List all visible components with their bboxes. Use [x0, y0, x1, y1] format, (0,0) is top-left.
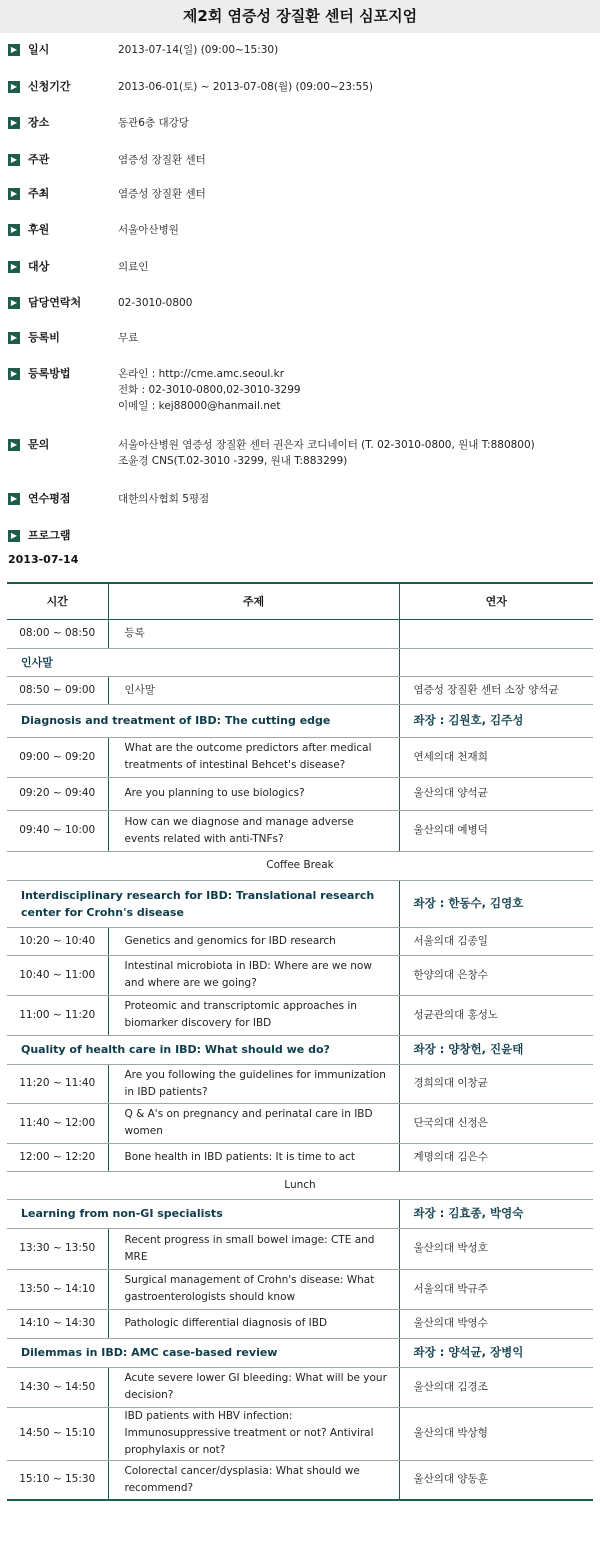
session-time: 09:00 ~ 09:20	[7, 737, 108, 777]
info-label	[8, 186, 49, 202]
session-speaker: 경희의대 이창균	[399, 1064, 593, 1103]
info-label	[8, 152, 49, 168]
section-header-row	[7, 1035, 593, 1064]
schedule-row	[7, 1103, 593, 1143]
session-time: 11:00 ~ 11:20	[7, 995, 108, 1035]
session-topic: How can we diagnose and manage adverse events related with anti-TNFs?	[108, 810, 399, 851]
section-header-row	[7, 648, 593, 676]
session-time: 09:40 ~ 10:00	[7, 810, 108, 851]
page-title: 제2회 염증성 장질환 센터 심포지엄	[0, 0, 600, 33]
session-time: 10:20 ~ 10:40	[7, 927, 108, 955]
session-time: 14:50 ~ 15:10	[7, 1407, 108, 1460]
session-time: 08:50 ~ 09:00	[7, 676, 108, 704]
session-time: 09:20 ~ 09:40	[7, 777, 108, 810]
schedule-row	[7, 1309, 593, 1338]
session-topic: Intestinal microbiota in IBD: Where are we now and where are we going?	[108, 955, 399, 995]
section-title: Interdisciplinary research for IBD: Translational research center for Crohn's disease	[7, 880, 399, 927]
info-label	[8, 222, 49, 238]
session-topic: Recent progress in small bowel image: CTE and MRE	[108, 1228, 399, 1269]
session-topic: Pathologic differential diagnosis of IBD	[108, 1309, 399, 1338]
info-value	[118, 366, 301, 414]
session-topic: 등록	[108, 619, 399, 648]
session-topic: Surgical management of Crohn's disease: What gastroenterologists should know	[108, 1269, 399, 1309]
arrow-bullet-icon: ▶	[8, 297, 20, 309]
session-speaker: 울산의대 박성호	[399, 1228, 593, 1269]
schedule-row	[7, 1143, 593, 1171]
section-chair	[399, 648, 593, 676]
session-time: 11:20 ~ 11:40	[7, 1064, 108, 1103]
session-speaker: 연세의대 천재희	[399, 737, 593, 777]
info-value	[118, 115, 189, 131]
session-speaker: 울산의대 김경조	[399, 1367, 593, 1407]
schedule-row	[7, 777, 593, 810]
info-label-text: 등록방법	[28, 367, 71, 380]
session-speaker: 계명의대 김은수	[399, 1143, 593, 1171]
session-topic: Proteomic and transcriptomic approaches in biomarker discovery for IBD	[108, 995, 399, 1035]
schedule-row	[7, 619, 593, 648]
session-topic: IBD patients with HBV infection: Immunosuppressive treatment or not? Antiviral prophylaxis or not?	[108, 1407, 399, 1460]
section-chair: 좌장 : 김효종, 박영숙	[399, 1199, 593, 1228]
info-label	[8, 491, 71, 507]
info-label	[8, 295, 81, 311]
section-header-row	[7, 880, 593, 927]
arrow-bullet-icon: ▶	[8, 493, 20, 505]
session-topic: 인사말	[108, 676, 399, 704]
session-topic: Are you following the guidelines for immunization in IBD patients?	[108, 1064, 399, 1103]
arrow-bullet-icon: ▶	[8, 117, 20, 129]
session-speaker: 울산의대 양동훈	[399, 1460, 593, 1500]
arrow-bullet-icon: ▶	[8, 368, 20, 380]
header-speaker: 연자	[399, 583, 593, 619]
info-value-line: 대한의사협회 5평점	[118, 493, 210, 505]
session-speaker: 울산의대 양석균	[399, 777, 593, 810]
info-value	[118, 186, 206, 202]
info-value-line: 무료	[118, 332, 139, 344]
info-value	[118, 491, 209, 507]
arrow-bullet-icon: ▶	[8, 44, 20, 56]
schedule-row	[7, 676, 593, 704]
section-chair: 좌장 : 김원호, 김주성	[399, 704, 593, 737]
info-label-text: 신청기간	[28, 80, 71, 93]
info-label	[8, 330, 60, 346]
info-value-line: 동관6층 대강당	[118, 117, 189, 129]
info-value-line: 염증성 장질환 센터	[118, 154, 206, 166]
schedule-row	[7, 1228, 593, 1269]
schedule-row	[7, 1367, 593, 1407]
info-value-line: 염증성 장질환 센터	[118, 188, 206, 200]
info-value-line: 전화 : 02-3010-0800,02-3010-3299	[118, 384, 301, 396]
schedule-table	[7, 582, 593, 1501]
info-label-text: 프로그램	[28, 529, 71, 542]
schedule-row	[7, 1407, 593, 1460]
table-header-row	[7, 583, 593, 619]
arrow-bullet-icon: ▶	[8, 530, 20, 542]
session-speaker: 울산의대 예병덕	[399, 810, 593, 851]
info-label-text: 장소	[28, 116, 50, 129]
info-label-text: 일시	[28, 43, 50, 56]
info-label-text: 주최	[28, 187, 50, 200]
info-value-line: 의료인	[118, 261, 149, 273]
session-topic: Are you planning to use biologics?	[108, 777, 399, 810]
section-chair: 좌장 : 양석균, 장병익	[399, 1338, 593, 1367]
break-label: Coffee Break	[7, 851, 593, 880]
session-time: 15:10 ~ 15:30	[7, 1460, 108, 1500]
info-label-text: 담당연락처	[28, 296, 82, 309]
info-value-line: 2013-07-14(일) (09:00~15:30)	[118, 44, 279, 56]
info-label	[8, 42, 49, 58]
info-label-text: 등록비	[28, 331, 60, 344]
session-speaker: 성균관의대 홍성노	[399, 995, 593, 1035]
info-label	[8, 79, 71, 95]
info-value	[118, 295, 192, 311]
program-date: 2013-07-14	[8, 553, 79, 566]
section-title: Learning from non-GI specialists	[7, 1199, 399, 1228]
session-topic: Bone health in IBD patients: It is time to act	[108, 1143, 399, 1171]
info-value	[118, 79, 373, 95]
arrow-bullet-icon: ▶	[8, 224, 20, 236]
info-label	[8, 366, 71, 382]
section-title: Diagnosis and treatment of IBD: The cutting edge	[7, 704, 399, 737]
session-speaker: 한양의대 은창수	[399, 955, 593, 995]
session-speaker: 울산의대 박상형	[399, 1407, 593, 1460]
session-topic: Colorectal cancer/dysplasia: What should we recommend?	[108, 1460, 399, 1500]
session-time: 13:50 ~ 14:10	[7, 1269, 108, 1309]
section-header-row	[7, 704, 593, 737]
schedule-row	[7, 1269, 593, 1309]
info-value	[118, 152, 206, 168]
session-time: 14:30 ~ 14:50	[7, 1367, 108, 1407]
session-speaker: 서울의대 김종일	[399, 927, 593, 955]
schedule-row	[7, 737, 593, 777]
info-label-text: 연수평점	[28, 492, 71, 505]
schedule-row	[7, 1064, 593, 1103]
schedule-row	[7, 1460, 593, 1500]
info-label-text: 후원	[28, 223, 50, 236]
info-label-text: 주관	[28, 153, 50, 166]
info-value-line: 02-3010-0800	[118, 297, 193, 309]
session-time: 14:10 ~ 14:30	[7, 1309, 108, 1338]
session-topic: Q & A's on pregnancy and perinatal care in IBD women	[108, 1103, 399, 1143]
break-row	[7, 851, 593, 880]
session-topic: What are the outcome predictors after medical treatments of intestinal Behcet's disease?	[108, 737, 399, 777]
session-time: 13:30 ~ 13:50	[7, 1228, 108, 1269]
info-value	[118, 330, 138, 346]
info-value	[118, 42, 278, 58]
info-label	[8, 437, 49, 453]
info-value-line: 2013-06-01(토) ~ 2013-07-08(월) (09:00~23:55)	[118, 81, 374, 93]
arrow-bullet-icon: ▶	[8, 439, 20, 451]
schedule-row	[7, 927, 593, 955]
info-label	[8, 259, 49, 275]
session-speaker	[399, 619, 593, 648]
session-topic: Genetics and genomics for IBD research	[108, 927, 399, 955]
info-value-line: 서울아산병원 염증성 장질환 센터 권은자 코디네이터 (T. 02-3010-0800, 원내 T:880800)	[118, 439, 535, 451]
section-title: Quality of health care in IBD: What should we do?	[7, 1035, 399, 1064]
info-value	[118, 437, 535, 469]
header-time: 시간	[7, 583, 108, 619]
info-label	[8, 528, 71, 544]
info-value	[118, 259, 148, 275]
break-row	[7, 1171, 593, 1199]
info-value-line: 서울아산병원	[118, 224, 179, 236]
session-speaker: 울산의대 박영수	[399, 1309, 593, 1338]
session-topic: Acute severe lower GI bleeding: What will be your decision?	[108, 1367, 399, 1407]
arrow-bullet-icon: ▶	[8, 261, 20, 273]
arrow-bullet-icon: ▶	[8, 188, 20, 200]
section-title: Dilemmas in IBD: AMC case-based review	[7, 1338, 399, 1367]
info-value	[118, 222, 179, 238]
header-topic: 주제	[108, 583, 399, 619]
session-time: 11:40 ~ 12:00	[7, 1103, 108, 1143]
arrow-bullet-icon: ▶	[8, 81, 20, 93]
info-label-text: 대상	[28, 260, 50, 273]
arrow-bullet-icon: ▶	[8, 332, 20, 344]
session-time: 10:40 ~ 11:00	[7, 955, 108, 995]
info-value-line: 조윤경 CNS(T.02-3010 -3299, 원내 T:883299)	[118, 455, 348, 467]
schedule-row	[7, 810, 593, 851]
info-label	[8, 115, 49, 131]
info-label-text: 문의	[28, 438, 50, 451]
arrow-bullet-icon: ▶	[8, 154, 20, 166]
session-speaker: 서울의대 박규주	[399, 1269, 593, 1309]
info-value-line: 온라인 : http://cme.amc.seoul.kr	[118, 368, 285, 380]
session-speaker: 염증성 장질환 센터 소장 양석균	[399, 676, 593, 704]
section-title: 인사말	[7, 648, 399, 676]
break-label: Lunch	[7, 1171, 593, 1199]
schedule-row	[7, 955, 593, 995]
session-time: 08:00 ~ 08:50	[7, 619, 108, 648]
schedule-row	[7, 995, 593, 1035]
section-chair: 좌장 : 양창헌, 진윤태	[399, 1035, 593, 1064]
session-speaker: 단국의대 신정은	[399, 1103, 593, 1143]
session-time: 12:00 ~ 12:20	[7, 1143, 108, 1171]
section-chair: 좌장 : 한동수, 김영호	[399, 880, 593, 927]
section-header-row	[7, 1199, 593, 1228]
info-value-line: 이메일 : kej88000@hanmail.net	[118, 400, 281, 412]
section-header-row	[7, 1338, 593, 1367]
